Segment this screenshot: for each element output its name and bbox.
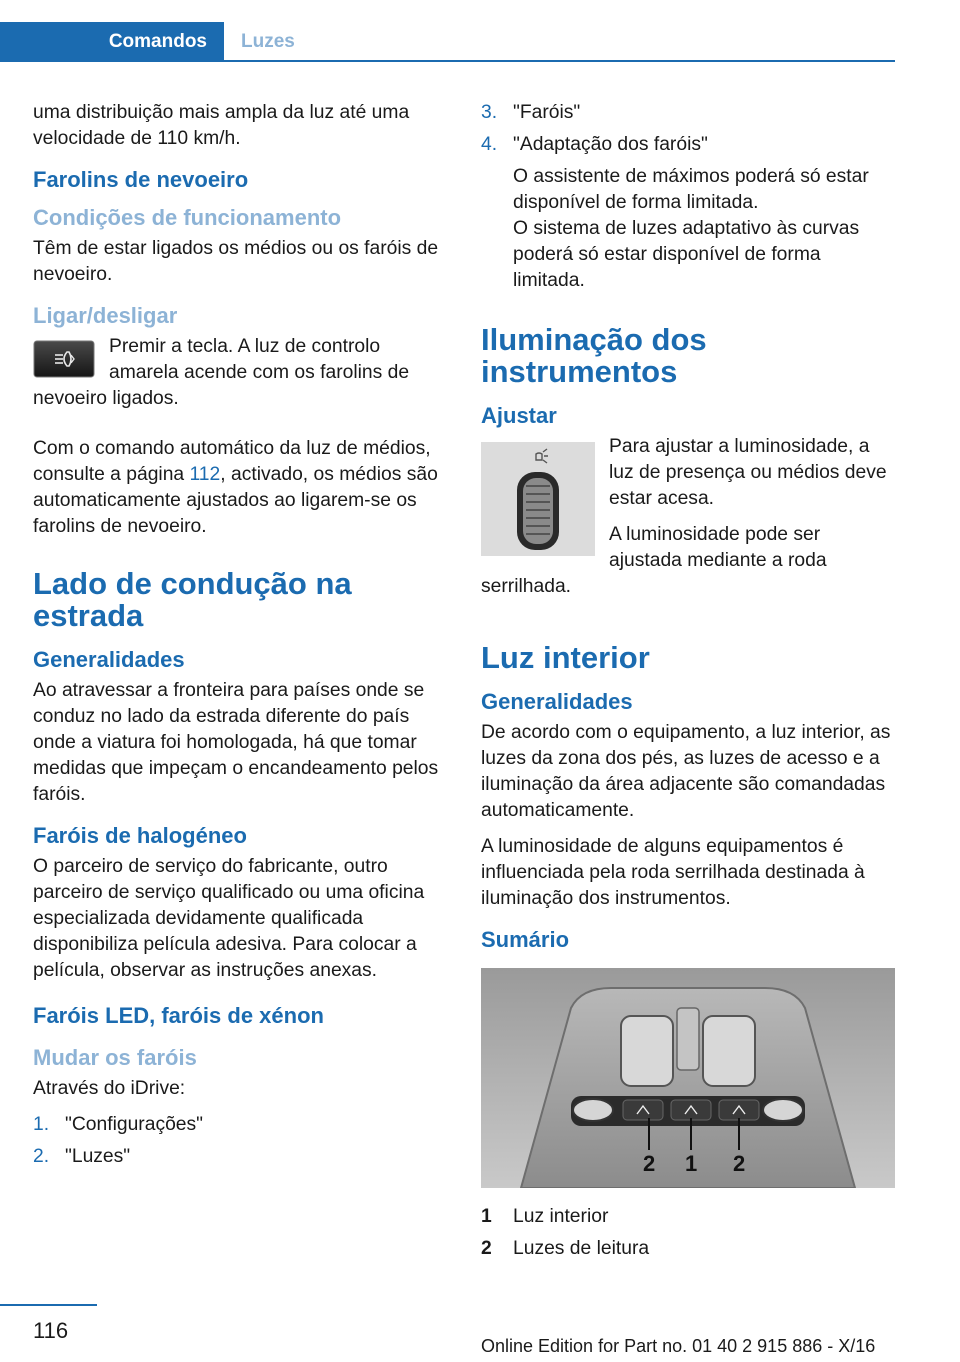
heading-sumario: Sumário: [481, 927, 570, 952]
paragraph-ajustar-1: Para ajustar a luminosidade, a luz de presença ou médios deve estar acesa.: [609, 436, 887, 509]
heading-mudar-farois: Mudar os faróis: [33, 1045, 197, 1070]
interior-light-panel-figure: [481, 968, 895, 1188]
heading-ligar-desligar: Ligar/desligar: [33, 303, 178, 328]
fog-light-button-icon: [33, 340, 95, 378]
list-item-step-2: 2. "Luzes": [33, 1146, 131, 1167]
legend-item-2: 2 Luzes de leitura: [481, 1238, 650, 1259]
step4-note-1: O assistente de máximos poderá só estar disponível de forma limitada.: [513, 166, 869, 213]
tab-luzes[interactable]: Luzes: [241, 31, 295, 52]
list-item-step-4: 4. "Adaptação dos faróis": [481, 134, 708, 155]
paragraph-mudar: Através do iDrive:: [33, 1078, 186, 1099]
right-column: [481, 100, 895, 1268]
figure-label-2-right: 2: [733, 1151, 746, 1176]
paragraph-comando-automatico: Com o comando automático da luz de médios, consulte a página 112, activado, os médios são automaticamente ajustados ao ligarem-se os farolins de nevoeiro.: [33, 438, 438, 537]
heading-lado-conducao: Lado de condução na estrada: [33, 566, 352, 633]
heading-ajustar: Ajustar: [481, 403, 557, 428]
left-column: [33, 100, 451, 1176]
paragraph-ajustar-2: A luminosidade pode ser ajustada mediante a roda serrilhada.: [481, 524, 827, 597]
paragraph-intro: uma distribuição mais ampla da luz até uma velocidade de 110 km/h.: [33, 102, 410, 149]
tab-comandos[interactable]: Comandos: [0, 22, 224, 62]
thumbwheel-icon: [481, 442, 595, 556]
paragraph-ligar: Premir a tecla. A luz de controlo amarela acende com os farolins de nevoeiro ligados.: [33, 336, 410, 409]
footer-edition: Online Edition for Part no. 01 40 2 915 886 - X/16: [481, 1336, 876, 1356]
legend-item-1: 1 Luz interior: [481, 1206, 609, 1227]
heading-farolins-nevoeiro: Farolins de nevoeiro: [33, 167, 249, 192]
heading-luz-interior: Luz interior: [481, 640, 650, 675]
header-divider: [0, 60, 895, 62]
paragraph-halogeneo: O parceiro de serviço do fabricante, outro parceiro de serviço qualificado ou uma oficina especializada devidamente qualificada disponibiliza película adesiva. Para colocar a película, observar as instruções anexas.: [33, 856, 425, 981]
list-item-step-1: 1. "Configurações": [33, 1114, 204, 1135]
heading-condicoes: Condições de funcionamento: [33, 205, 342, 230]
heading-generalidades-left: Generalidades: [33, 647, 185, 672]
paragraph-generalidades-right-2: A luminosidade de alguns equipamentos é influenciada pela roda serrilhada destinada à iluminação dos instrumentos.: [481, 836, 865, 909]
heading-farois-led: Faróis LED, faróis de xénon: [33, 1003, 324, 1028]
figure-label-2-left: 2: [643, 1151, 656, 1176]
paragraph-generalidades-left: Ao atravessar a fronteira para países onde se conduz no lado da estrada diferente do país onde a viatura foi homologada, há que tomar medidas que impeçam o encandeamento pelos faróis.: [33, 680, 439, 805]
page-number: 116: [33, 1318, 69, 1343]
paragraph-generalidades-right-1: De acordo com o equipamento, a luz interior, as luzes da zona dos pés, as luzes de acesso e a iluminação da área adjacente são comandadas automaticamente.: [481, 722, 891, 821]
heading-generalidades-right: Generalidades: [481, 689, 633, 714]
paragraph-condicoes: Têm de estar ligados os médios ou os faróis de nevoeiro.: [33, 238, 439, 285]
step4-note-2: O sistema de luzes adaptativo às curvas poderá só estar disponível de forma limitada.: [513, 218, 860, 291]
heading-farois-halogeneo: Faróis de halogéneo: [33, 823, 247, 848]
heading-iluminacao-instrumentos: Iluminação dos instrumentos: [481, 322, 707, 389]
figure-label-1: 1: [685, 1151, 698, 1176]
page-link-112[interactable]: 112: [189, 464, 221, 485]
list-item-step-3: 3. "Faróis": [481, 102, 581, 123]
footer-divider: [0, 1304, 97, 1306]
header-tab-bar: [0, 0, 895, 62]
